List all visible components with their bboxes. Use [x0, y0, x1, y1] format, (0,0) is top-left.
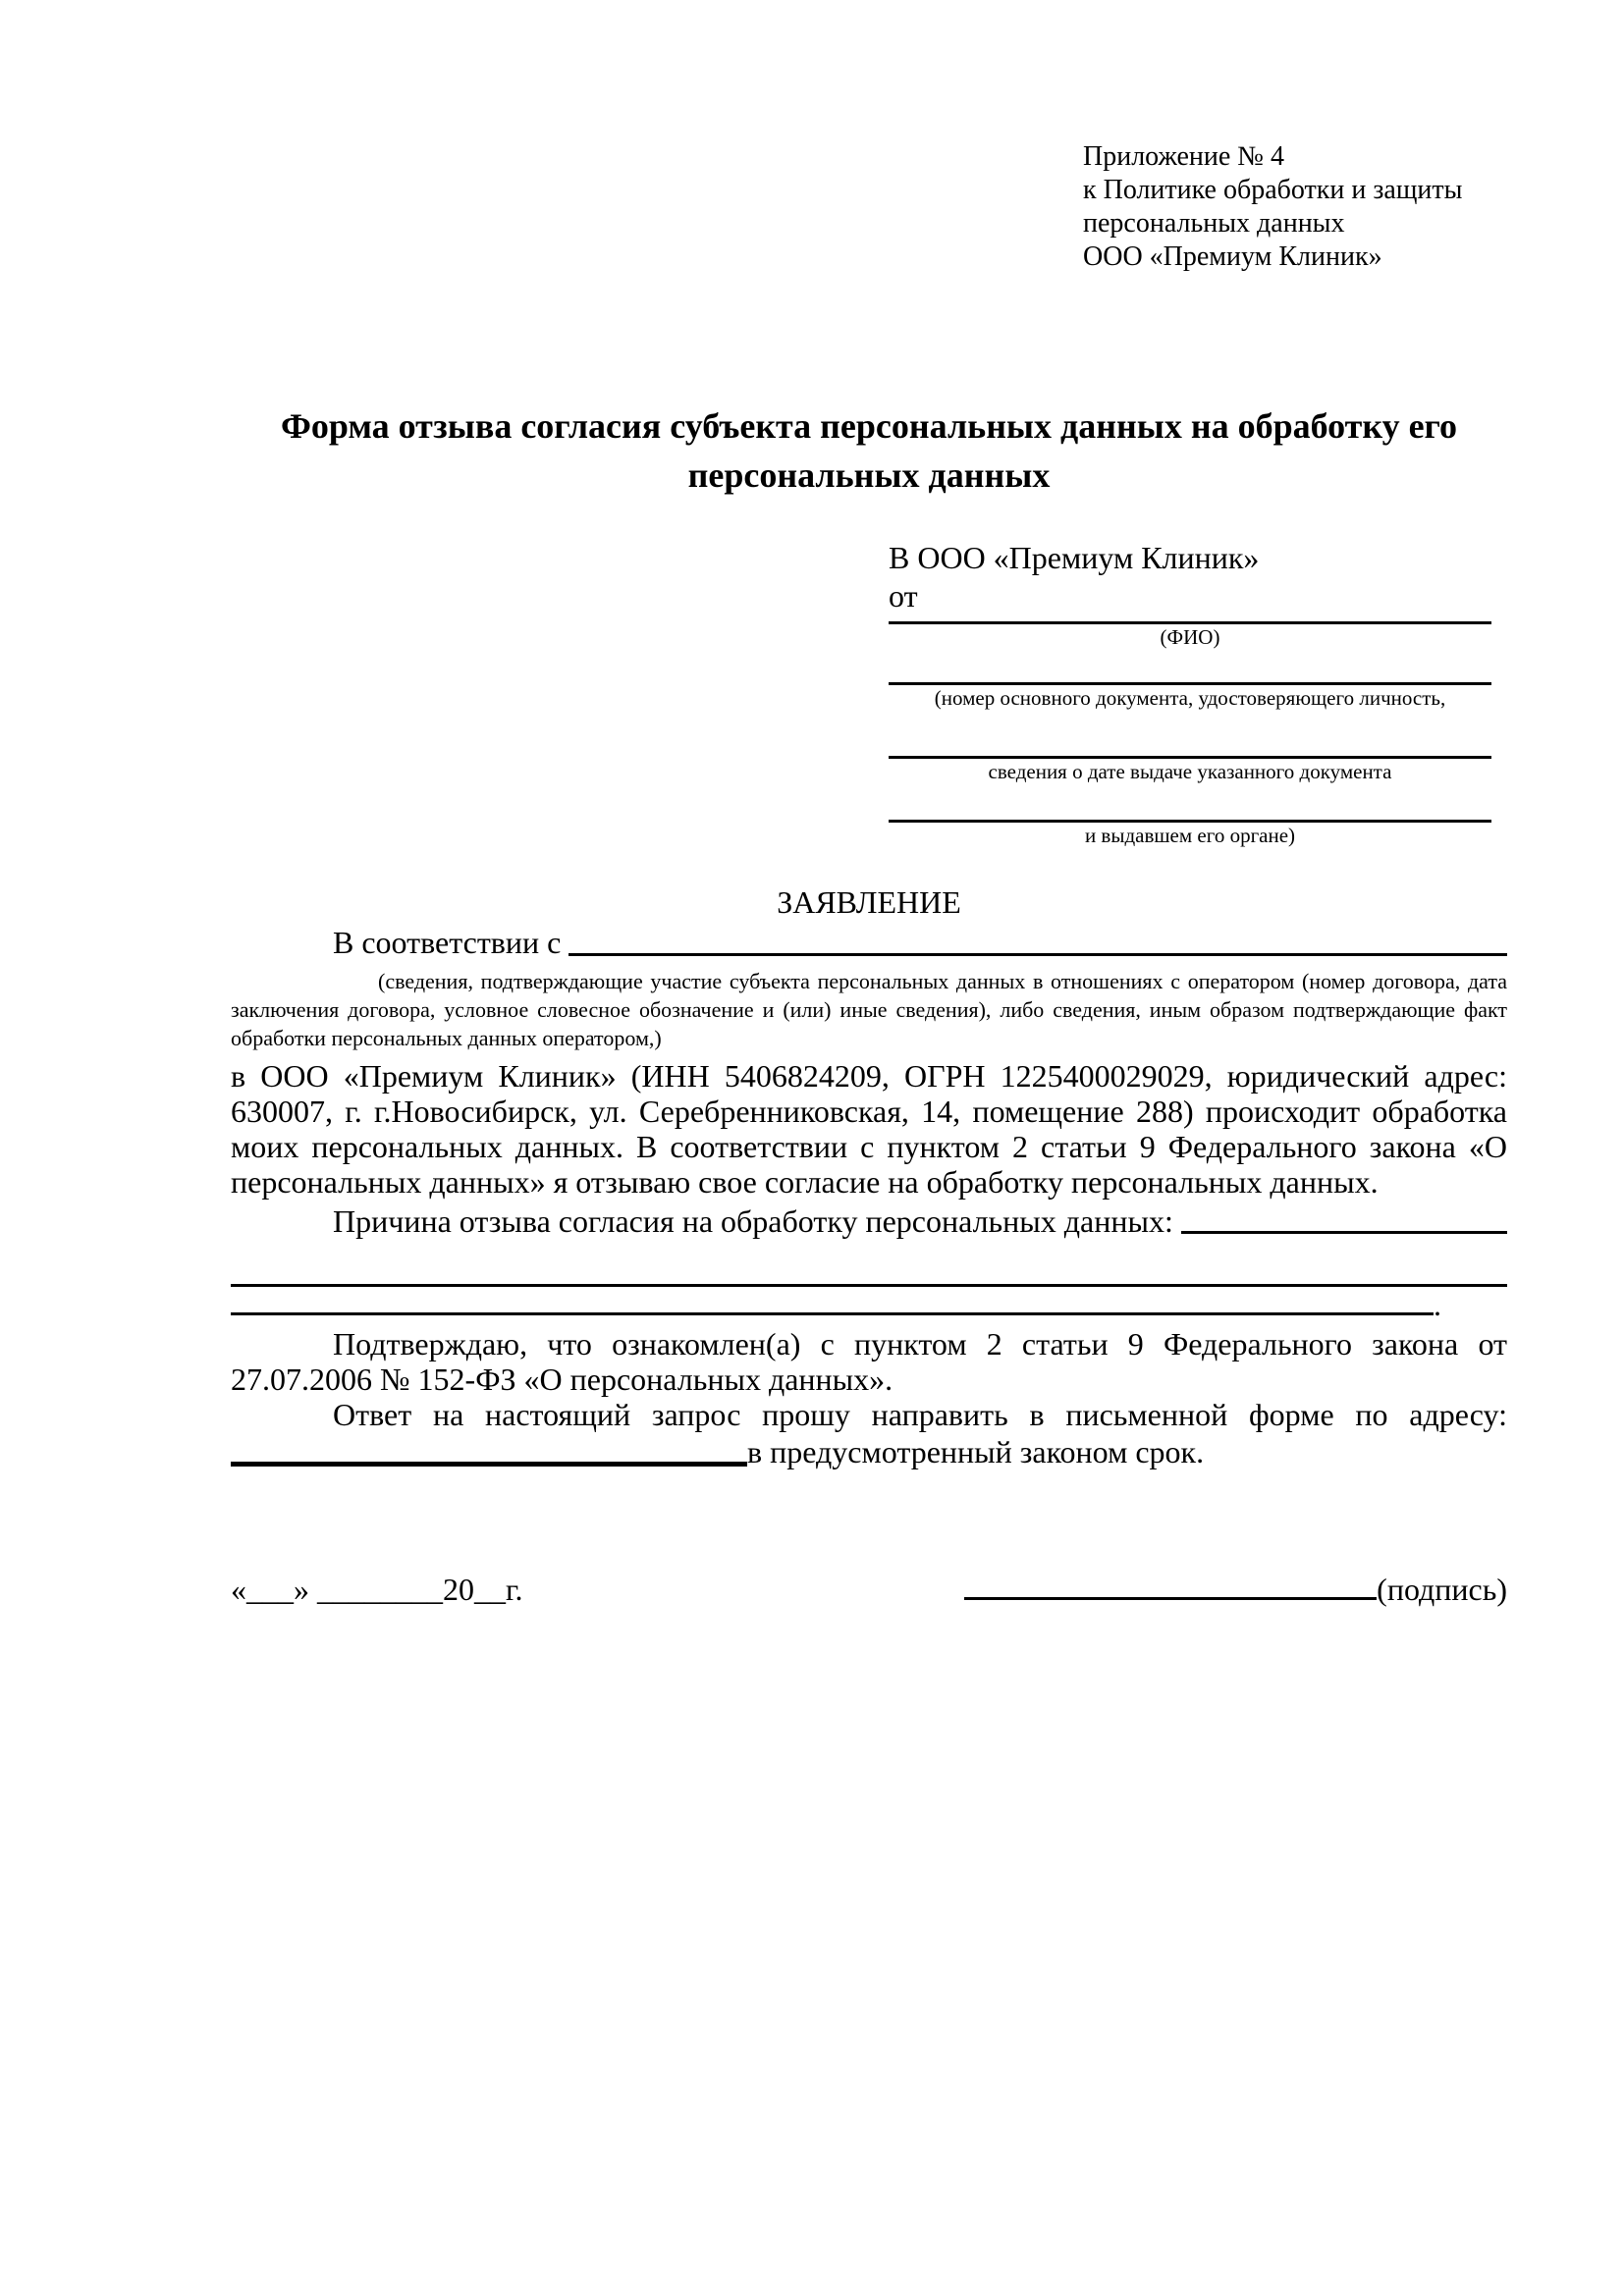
signature-caption: (подпись)	[1377, 1572, 1507, 1607]
addressee-block	[889, 539, 1491, 849]
confirmation-text: Подтверждаю, что ознакомлен(а) с пунктом 2 статьи 9 Федерального закона от 27.07.2006 № 152-ФЗ «О персональных данных».	[231, 1326, 1507, 1397]
intro-lead-text: В соответствии с	[333, 925, 569, 960]
intro-blank-line	[568, 953, 1507, 956]
signature-blank-line	[964, 1597, 1377, 1600]
fio-caption: (ФИО)	[1160, 625, 1220, 649]
document-number-caption: (номер основного документа, удостоверяющего личность,	[934, 686, 1446, 710]
date-blank-text: «___» ________20__г.	[231, 1572, 523, 1607]
appendix-line: персональных данных	[1083, 208, 1345, 239]
addressee-to: В ООО «Премиум Клиник»	[889, 540, 1260, 575]
footer	[231, 1570, 1507, 1609]
issuing-authority-blank-line	[889, 785, 1491, 823]
document-number-blank-line	[889, 651, 1491, 685]
signature-area	[964, 1570, 1507, 1609]
reason-line	[231, 1203, 1507, 1239]
intro-line	[231, 922, 1507, 963]
address-blank-line	[231, 1462, 747, 1467]
blank-line	[231, 1312, 1434, 1315]
issue-date-blank-line	[889, 712, 1491, 759]
reason-blank-line	[1181, 1231, 1507, 1234]
appendix-note	[1083, 140, 1507, 274]
statement-body-text: в ООО «Премиум Клиник» (ИНН 5406824209, ОГРН 1225400029029, юридический адрес: 630007, г. г.Новосибирск, ул. Серебренниковская, 14, помещение 288) происходит обработка моих персональных данных. В соответствии с пунктом 2 статьи 9 Федерального закона «О персональных данных» я отзываю свое согласие на обработку персональных данных.	[231, 1058, 1507, 1200]
reply-address-line	[231, 1432, 1507, 1471]
statement-heading: ЗАЯВЛЕНИЕ	[777, 884, 961, 920]
footnote-text: (сведения, подтверждающие участие субъекта персональных данных в отношениях с оператором (номер договора, дата заключения договора, условное словесное обозначение и (или) иные сведения), либо сведения, иным образом подтверждающие факт обработки персональных данных оператором,)	[231, 969, 1507, 1050]
reply-tail-text: в предусмотренный законом срок.	[747, 1434, 1205, 1469]
page-title: Форма отзыва согласия субъекта персональных данных на обработку его персональных данных	[280, 406, 1458, 495]
reason-blank-line-3	[231, 1287, 1507, 1322]
appendix-line: ООО «Премиум Клиник»	[1083, 241, 1382, 272]
appendix-line: к Политике обработки и защиты	[1083, 175, 1463, 205]
issue-date-caption: сведения о дате выдаче указанного документа	[988, 760, 1392, 783]
reason-lead-text: Причина отзыва согласия на обработку персональных данных:	[333, 1203, 1181, 1239]
issuing-authority-caption: и выдавшем его органе)	[1084, 824, 1296, 847]
line-terminator: .	[1434, 1287, 1441, 1322]
reply-request-text: Ответ на настоящий запрос прошу направить в письменной форме по адресу:	[333, 1397, 1507, 1432]
appendix-line: Приложение № 4	[1083, 141, 1284, 172]
fio-blank-line	[889, 615, 1491, 624]
addressee-from-label: от	[889, 578, 918, 614]
